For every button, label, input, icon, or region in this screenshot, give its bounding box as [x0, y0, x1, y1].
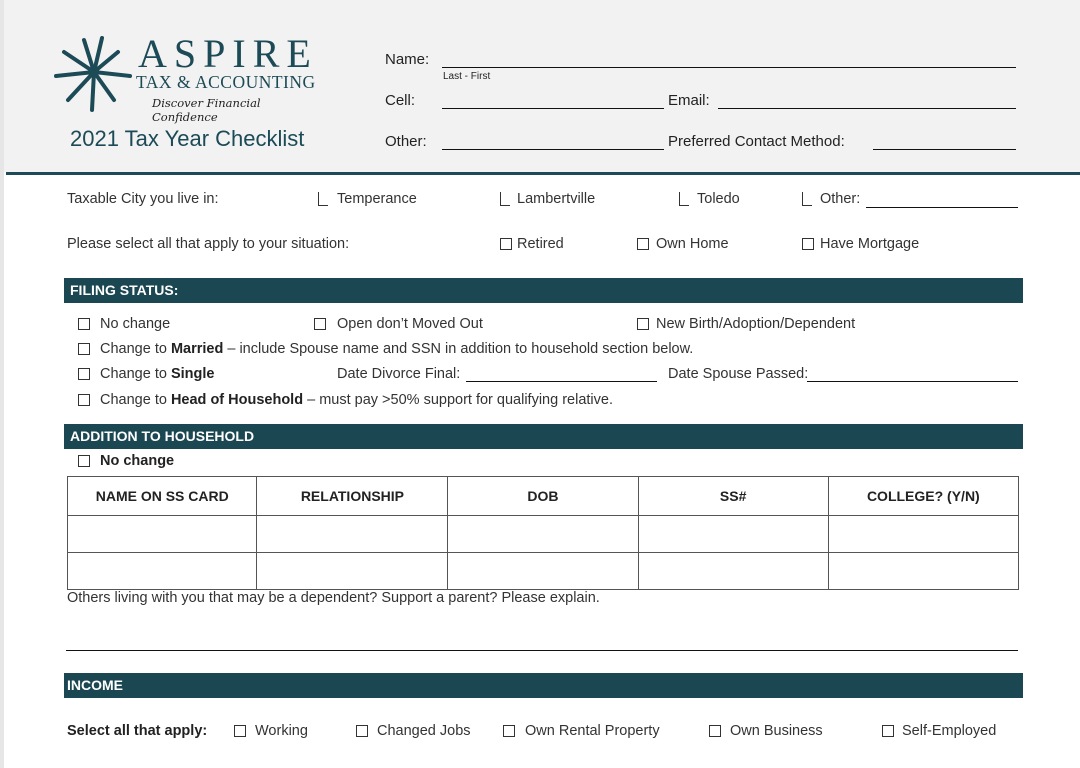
- filing-new-birth-label: New Birth/Adoption/Dependent: [656, 316, 856, 332]
- retired-checkbox[interactable]: [500, 238, 512, 250]
- filing-status-header: FILING STATUS:: [64, 278, 1023, 303]
- spouse-passed-field[interactable]: [807, 381, 1018, 382]
- income-working-label: Working: [255, 723, 308, 739]
- starburst-logo-icon: [54, 36, 134, 116]
- logo: [54, 31, 326, 124]
- have-mortgage-checkbox[interactable]: [802, 238, 814, 250]
- filing-married-text: [100, 341, 693, 357]
- filing-no-change-label: No change: [100, 316, 171, 332]
- table-cell-college[interactable]: [828, 553, 1018, 590]
- city-temperance-label: Temperance: [337, 191, 417, 207]
- city-other-label: Other:: [820, 191, 861, 207]
- name-label: Name:: [385, 51, 430, 68]
- name-field[interactable]: [442, 67, 1016, 68]
- table-row: [68, 553, 1019, 590]
- retired-label: Retired: [517, 236, 564, 252]
- table-cell-ssn[interactable]: [638, 553, 828, 590]
- filing-single-text: [100, 366, 214, 382]
- table-cell-relationship[interactable]: [257, 516, 448, 553]
- filing-single-checkbox[interactable]: [78, 368, 90, 380]
- own-home-label: Own Home: [656, 236, 729, 252]
- city-other-field[interactable]: [866, 207, 1018, 208]
- logo-tagline: Discover Financial Confidence: [152, 96, 261, 124]
- email-label: Email:: [668, 92, 710, 109]
- page-title: 2021 Tax Year Checklist: [70, 126, 305, 151]
- income-own-business-label: Own Business: [730, 723, 823, 739]
- filing-new-birth-checkbox[interactable]: [637, 318, 649, 330]
- household-no-change-label: No change: [100, 453, 175, 469]
- preferred-contact-label: Preferred Contact Method:: [668, 133, 845, 150]
- filing-married-prefix: Change to: [100, 341, 171, 357]
- spouse-passed-label: Date Spouse Passed:: [668, 366, 809, 382]
- cell-label: Cell:: [385, 92, 416, 109]
- column-name-on-ss-card: NAME ON SS CARD: [68, 477, 257, 516]
- email-field[interactable]: [718, 108, 1016, 109]
- income-own-business-checkbox[interactable]: [709, 725, 721, 737]
- other-contact-label: Other:: [385, 133, 427, 150]
- income-working-checkbox[interactable]: [234, 725, 246, 737]
- income-changed-jobs-label: Changed Jobs: [377, 723, 471, 739]
- column-college: COLLEGE? (Y/N): [828, 477, 1018, 516]
- other-contact-field[interactable]: [442, 149, 664, 150]
- filing-married-checkbox[interactable]: [78, 343, 90, 355]
- city-lambertville-label: Lambertville: [517, 191, 596, 207]
- preferred-contact-field[interactable]: [873, 149, 1016, 150]
- table-cell-dob[interactable]: [448, 553, 638, 590]
- have-mortgage-label: Have Mortgage: [820, 236, 920, 252]
- city-lambertville-checkbox[interactable]: [500, 192, 510, 206]
- city-label: Taxable City you live in:: [67, 191, 219, 207]
- table-cell-relationship[interactable]: [257, 553, 448, 590]
- column-ssn: SS#: [638, 477, 828, 516]
- column-dob: DOB: [448, 477, 638, 516]
- income-self-employed-checkbox[interactable]: [882, 725, 894, 737]
- filing-married-bold: Married: [170, 341, 224, 357]
- filing-hoh-text: [100, 392, 613, 408]
- logo-subtitle: TAX & ACCOUNTING: [136, 72, 316, 92]
- filing-hoh-bold: Head of Household: [170, 392, 304, 408]
- filing-married-suffix: – include Spouse name and SSN in addition to household section below.: [223, 341, 694, 357]
- income-self-employed-label: Self-Employed: [902, 723, 997, 739]
- filing-hoh-suffix: – must pay >50% support for qualifying relative.: [303, 392, 613, 408]
- filing-open-checkbox[interactable]: [314, 318, 326, 330]
- income-rental-label: Own Rental Property: [525, 723, 660, 739]
- header-divider: [6, 172, 1080, 175]
- filing-hoh-prefix: Change to: [100, 392, 171, 408]
- logo-name: ASPIRE: [138, 31, 318, 76]
- filing-open-label: Open don’t Moved Out: [337, 316, 483, 332]
- divorce-date-label: Date Divorce Final:: [337, 366, 461, 382]
- income-rental-checkbox[interactable]: [503, 725, 515, 737]
- city-other-checkbox[interactable]: [802, 192, 812, 206]
- table-cell-name[interactable]: [68, 553, 257, 590]
- table-cell-college[interactable]: [828, 516, 1018, 553]
- income-changed-jobs-checkbox[interactable]: [356, 725, 368, 737]
- city-temperance-checkbox[interactable]: [318, 192, 328, 206]
- column-relationship: RELATIONSHIP: [257, 477, 448, 516]
- divorce-date-field[interactable]: [466, 381, 657, 382]
- city-toledo-label: Toledo: [697, 191, 740, 207]
- income-select-label: Select all that apply:: [67, 723, 208, 739]
- filing-single-prefix: Change to: [100, 366, 171, 382]
- table-row: [68, 516, 1019, 553]
- left-margin-rule: [0, 0, 4, 768]
- city-toledo-checkbox[interactable]: [679, 192, 689, 206]
- name-hint: Last - First: [443, 71, 491, 82]
- household-table: [67, 476, 1019, 590]
- household-no-change-checkbox[interactable]: [78, 455, 90, 467]
- situation-label: Please select all that apply to your situation:: [67, 236, 350, 252]
- household-header: ADDITION TO HOUSEHOLD: [64, 424, 1023, 449]
- cell-field[interactable]: [442, 108, 664, 109]
- own-home-checkbox[interactable]: [637, 238, 649, 250]
- household-table-header-row: [68, 477, 1019, 516]
- table-cell-ssn[interactable]: [638, 516, 828, 553]
- income-header: INCOME: [64, 673, 1023, 698]
- filing-no-change-checkbox[interactable]: [78, 318, 90, 330]
- filing-single-bold: Single: [170, 366, 215, 382]
- others-dependent-field[interactable]: [66, 650, 1018, 651]
- table-cell-name[interactable]: [68, 516, 257, 553]
- others-dependent-note: Others living with you that may be a dependent? Support a parent? Please explain.: [67, 590, 600, 606]
- table-cell-dob[interactable]: [448, 516, 638, 553]
- filing-hoh-checkbox[interactable]: [78, 394, 90, 406]
